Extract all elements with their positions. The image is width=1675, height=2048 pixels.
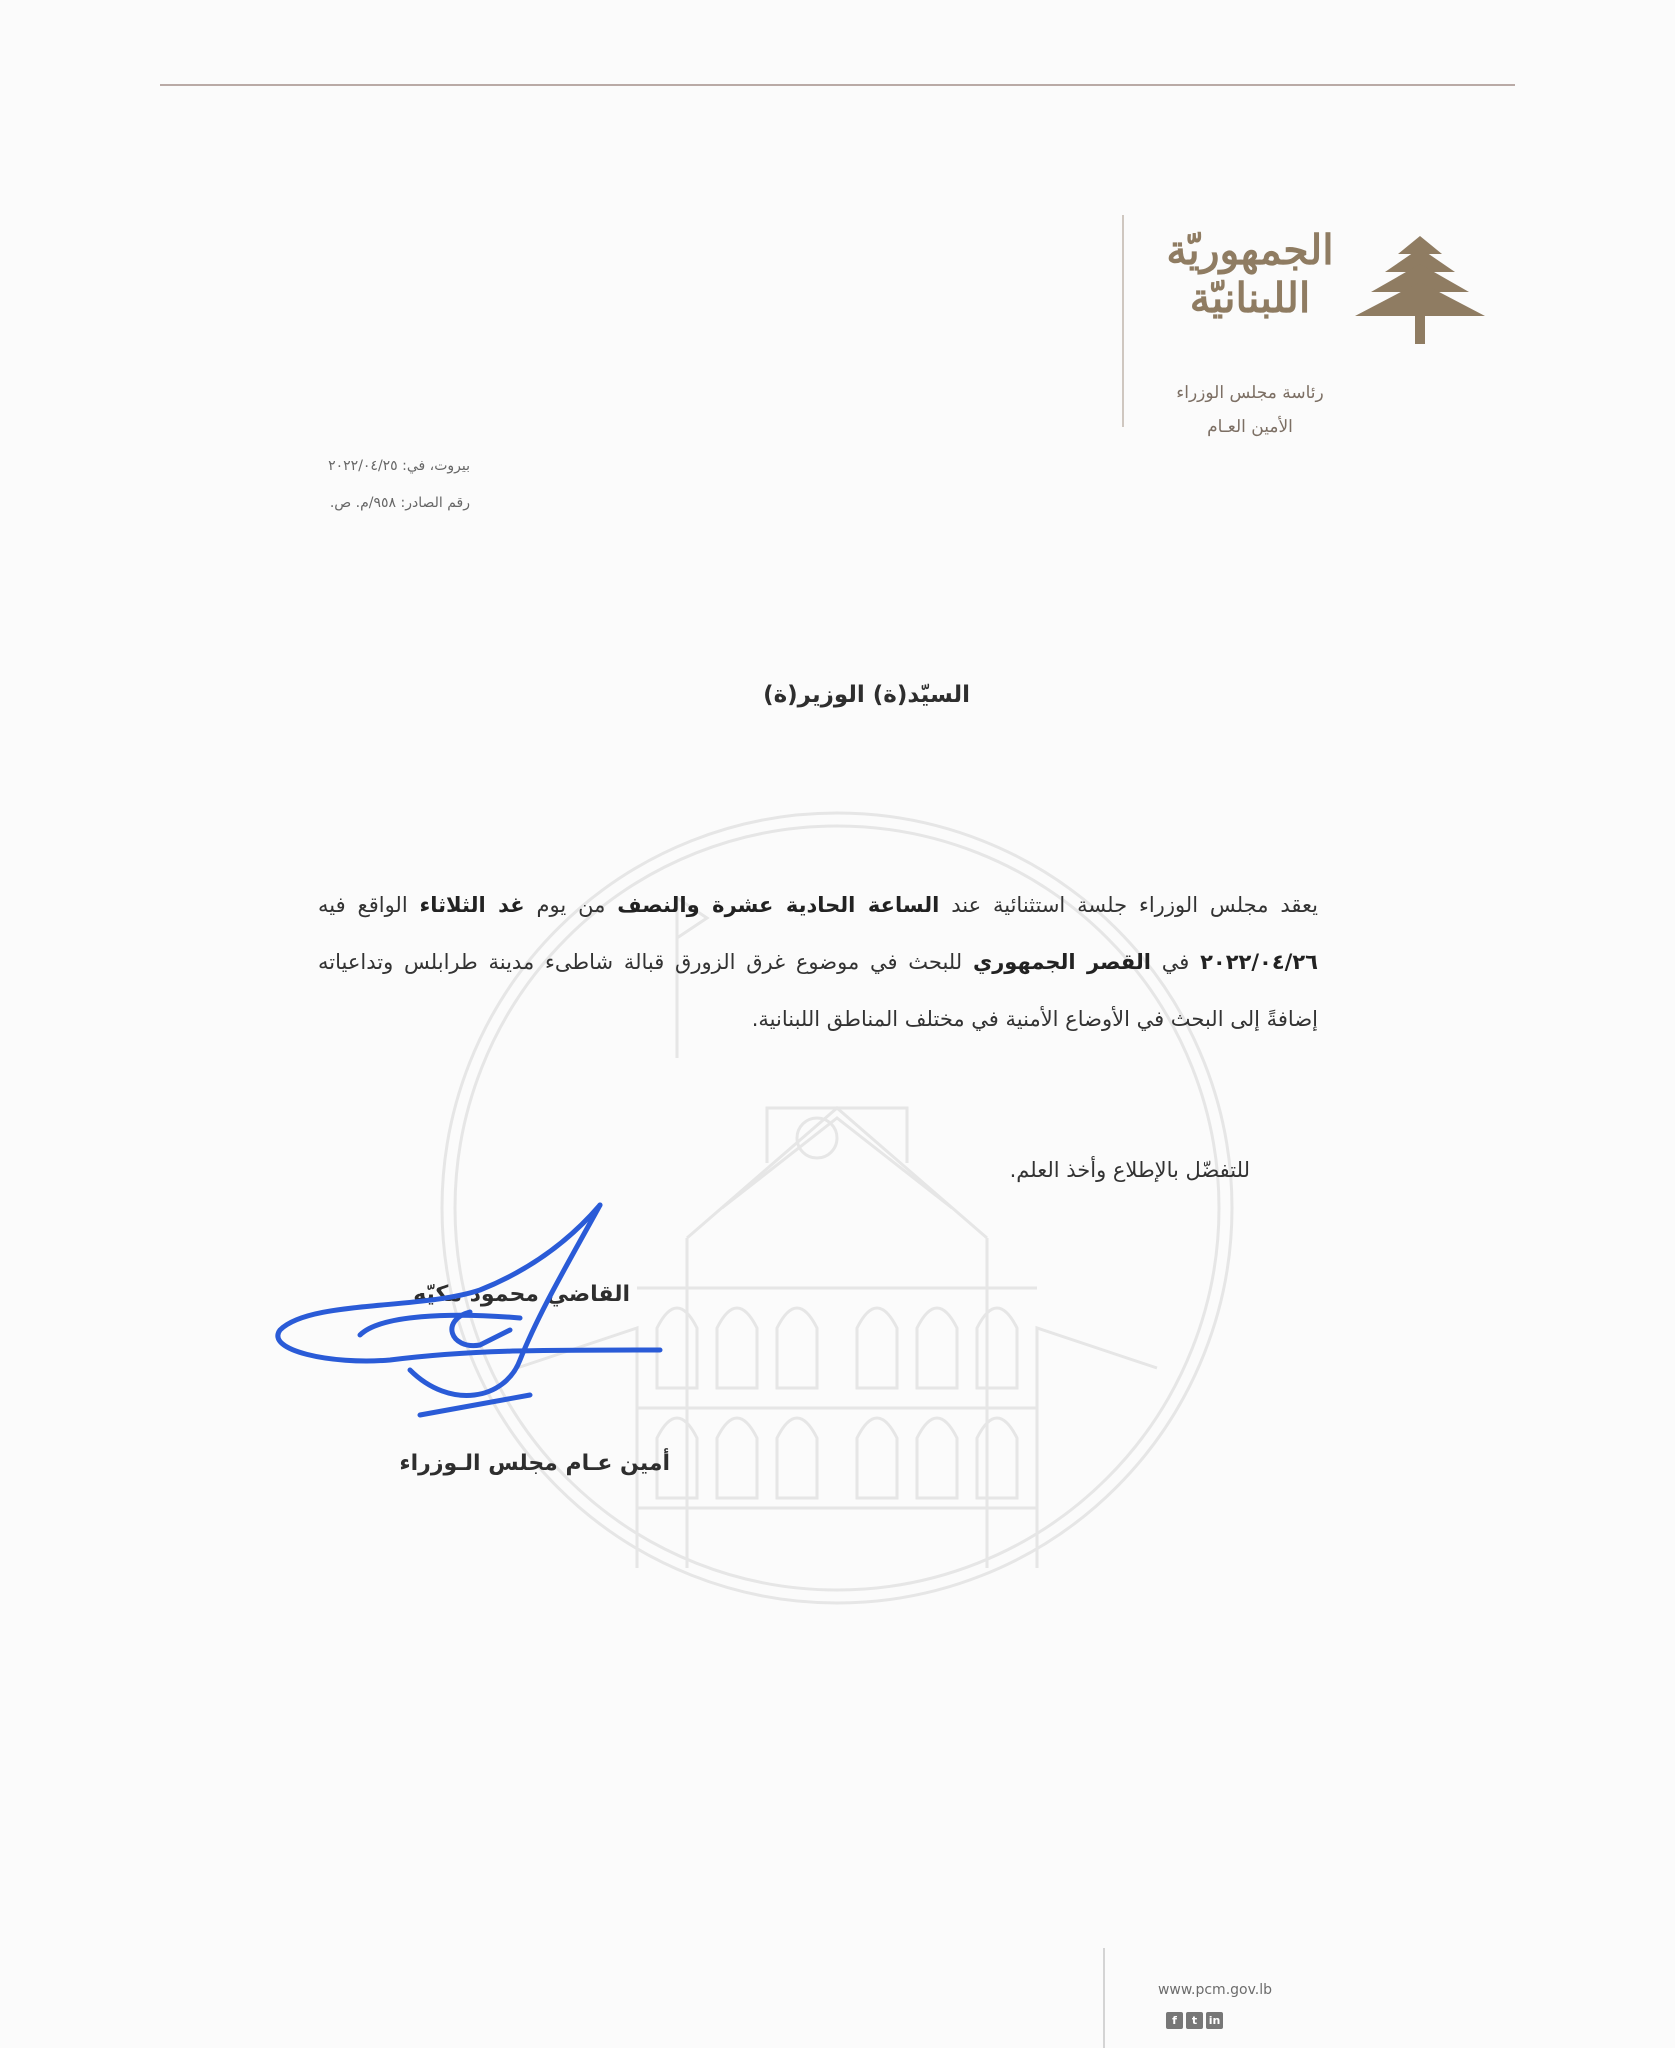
republic-title-line1: الجمهوريّة: [1166, 226, 1334, 274]
header-divider: [1122, 215, 1124, 427]
cedar-logo-icon: [1347, 236, 1493, 348]
reference-number: رقم الصادر: ٩٥٨/م. ص.: [329, 495, 470, 511]
facebook-icon[interactable]: f: [1166, 2012, 1183, 2029]
top-rule: [160, 84, 1515, 86]
body-bold-time: الساعة الحادية عشرة والنصف: [617, 893, 940, 917]
letter-body: [318, 877, 1318, 1048]
addressee: السيّد(ة) الوزير(ة): [763, 682, 970, 708]
body-segment: في: [1151, 950, 1201, 974]
letter-date: بيروت، في: ٢٠٢٢/٠٤/٢٥: [328, 458, 470, 474]
closing-line: للتفضّل بالإطلاع وأخذ العلم.: [1009, 1158, 1250, 1182]
body-segment: الواقع فيه: [318, 893, 420, 917]
signer-title: أمين عـام مجلس الـوزراء: [399, 1451, 670, 1476]
linkedin-icon[interactable]: in: [1206, 2012, 1223, 2029]
signer-name: القاضي محمود مكيّه: [413, 1282, 630, 1307]
republic-title-line2: اللبنانيّة: [1189, 274, 1311, 322]
body-bold-day: غد الثلاثاء: [419, 893, 525, 917]
website-url[interactable]: www.pcm.gov.lb: [1157, 1982, 1273, 1998]
office-subtitle: الأمين العـام: [1207, 417, 1293, 437]
letterhead-republic-title: [1150, 226, 1350, 322]
body-bold-place: القصر الجمهوري: [972, 950, 1151, 974]
office-name: رئاسة مجلس الوزراء: [1176, 383, 1324, 403]
body-segment: يعقد مجلس الوزراء جلسة استثنائية عند: [939, 893, 1318, 917]
body-segment: للبحث في موضوع غرق الزورق قبالة شاطىء مدينة طرابلس وتداعياته إضافةً إلى البحث في الأوضاع الأمنية في مختلف المناطق اللبنانية.: [318, 950, 1318, 1031]
social-icons: [1166, 2012, 1223, 2029]
footer-divider: [1103, 1948, 1105, 2048]
body-segment: من يوم: [524, 893, 618, 917]
handwritten-signature: [270, 1200, 680, 1460]
body-bold-date: ٢٠٢٢/٠٤/٢٦: [1200, 950, 1318, 974]
twitter-icon[interactable]: t: [1186, 2012, 1203, 2029]
